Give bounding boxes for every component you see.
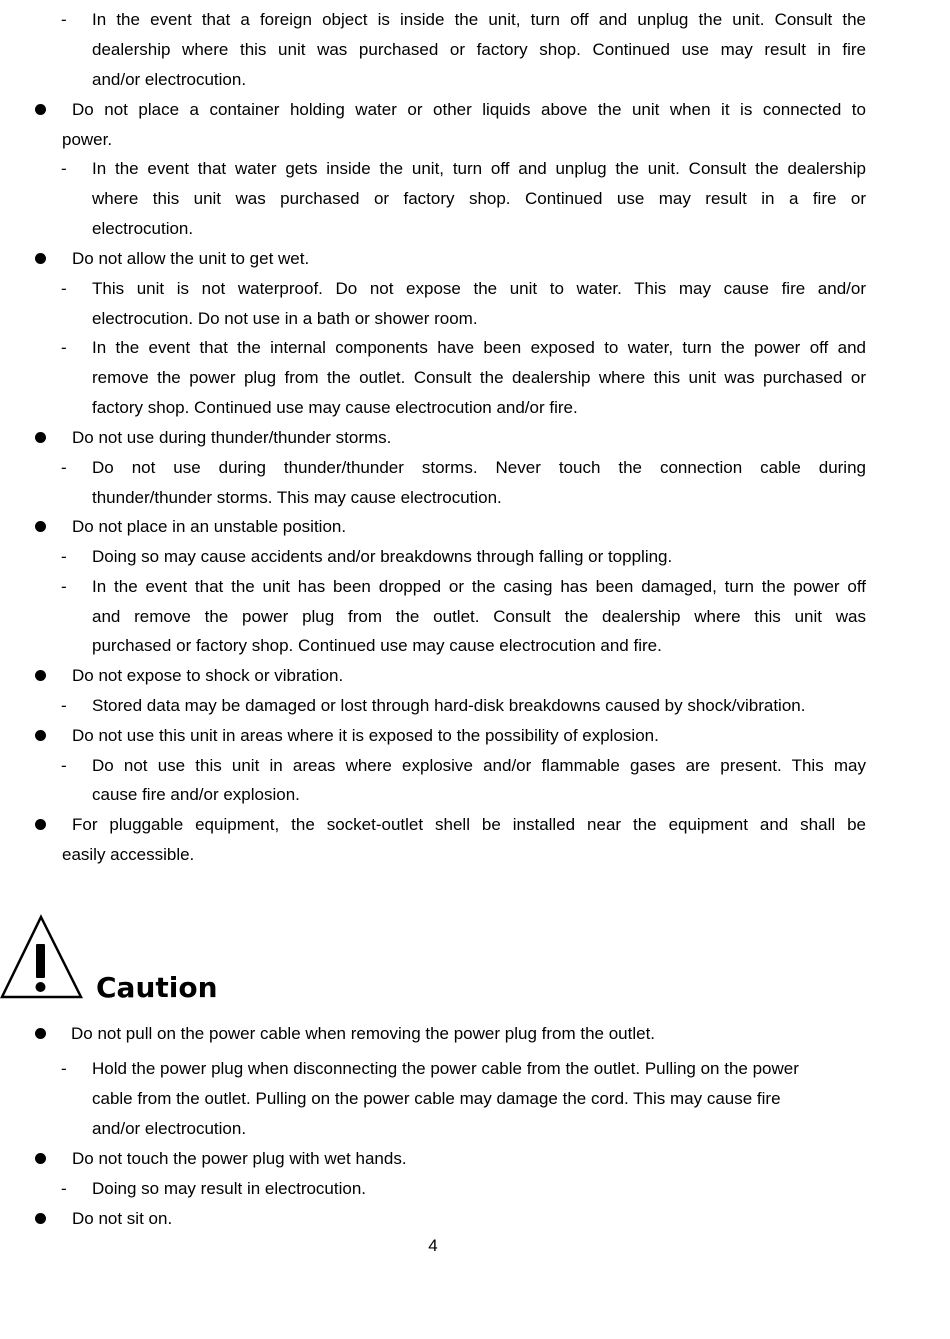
bullet-icon xyxy=(35,730,46,741)
bullet-icon xyxy=(35,819,46,830)
bullet-item-line: Do not use this unit in areas where it is exposed to the possibility of explosion. xyxy=(72,726,659,745)
sub-item-line: remove the power plug from the outlet. Consult the dealership where this unit was purchased or xyxy=(92,368,866,387)
sub-item-line: and/or electrocution. xyxy=(92,70,247,89)
bullet-icon xyxy=(35,1213,46,1224)
sub-item-line: and remove the power plug from the outlet. Consult the dealership where this unit was xyxy=(92,607,866,626)
dash-marker: - xyxy=(61,756,67,775)
bullet-icon xyxy=(35,253,46,264)
bullet-icon xyxy=(35,1153,46,1164)
sub-item-line: cause fire and/or explosion. xyxy=(92,785,300,804)
sub-item-line: thunder/thunder storms. This may cause electrocution. xyxy=(92,488,502,507)
sub-item-line: where this unit was purchased or factory shop. Continued use may result in a fire or xyxy=(92,189,866,208)
dash-marker: - xyxy=(61,547,67,566)
bullet-item-line: power. xyxy=(62,130,113,149)
bullet-item-line: Do not use during thunder/thunder storms. xyxy=(72,428,392,447)
dash-marker: - xyxy=(61,279,67,298)
bullet-item-line: Do not sit on. xyxy=(72,1209,173,1228)
sub-item-line: Hold the power plug when disconnecting the power cable from the outlet. Pulling on the power xyxy=(92,1059,799,1078)
sub-item-line: In the event that the internal components have been exposed to water, turn the power off and xyxy=(92,338,866,357)
dash-marker: - xyxy=(61,458,67,477)
bullet-item-line: Do not touch the power plug with wet hands. xyxy=(72,1149,407,1168)
dash-marker: - xyxy=(61,1059,67,1078)
sub-item-line: Doing so may cause accidents and/or breakdowns through falling or toppling. xyxy=(92,547,673,566)
bullet-icon xyxy=(35,104,46,115)
sub-item-line: purchased or factory shop. Continued use may cause electrocution and fire. xyxy=(92,636,662,655)
sub-item-line: In the event that a foreign object is inside the unit, turn off and unplug the unit. Consult the xyxy=(92,10,866,29)
bullet-icon xyxy=(35,1028,46,1039)
sub-item-line: factory shop. Continued use may cause electrocution and/or fire. xyxy=(92,398,578,417)
bullet-item-line: easily accessible. xyxy=(62,845,195,864)
bullet-icon xyxy=(35,432,46,443)
bullet-item-line: Do not place a container holding water or other liquids above the unit when it is connected to xyxy=(72,100,866,119)
page-number: 4 xyxy=(428,1236,438,1255)
caution-heading: Caution xyxy=(96,971,218,1004)
sub-item-line: electrocution. Do not use in a bath or shower room. xyxy=(92,309,478,328)
sub-item-line: Do not use during thunder/thunder storms. Never touch the connection cable during xyxy=(92,458,866,477)
dash-marker: - xyxy=(61,696,67,715)
sub-item-line: Stored data may be damaged or lost through hard-disk breakdowns caused by shock/vibration. xyxy=(92,696,806,715)
sub-item-line: dealership where this unit was purchased or factory shop. Continued use may result in fire xyxy=(92,40,866,59)
dash-marker: - xyxy=(61,159,67,178)
sub-item-line: and/or electrocution. xyxy=(92,1119,247,1138)
sub-item-line: Do not use this unit in areas where explosive and/or flammable gases are present. This may xyxy=(92,756,866,775)
bullet-icon xyxy=(35,670,46,681)
sub-item-line: Doing so may result in electrocution. xyxy=(92,1179,367,1198)
sub-item-line: In the event that water gets inside the unit, turn off and unplug the unit. Consult the dealership xyxy=(92,159,866,178)
dash-marker: - xyxy=(61,338,67,357)
warning-triangle-icon xyxy=(0,914,84,1000)
bullet-item-line: Do not expose to shock or vibration. xyxy=(72,666,344,685)
dash-marker: - xyxy=(61,1179,67,1198)
bullet-item-line: Do not allow the unit to get wet. xyxy=(72,249,310,268)
sub-item-line: cable from the outlet. Pulling on the power cable may damage the cord. This may cause fire xyxy=(92,1089,781,1108)
bullet-item-line: Do not pull on the power cable when removing the power plug from the outlet. xyxy=(71,1024,656,1043)
bullet-item-line: Do not place in an unstable position. xyxy=(72,517,347,536)
sub-item-line: In the event that the unit has been dropped or the casing has been damaged, turn the power off xyxy=(92,577,866,596)
sub-item-line: This unit is not waterproof. Do not expose the unit to water. This may cause fire and/or xyxy=(92,279,866,298)
bullet-icon xyxy=(35,521,46,532)
dash-marker: - xyxy=(61,577,67,596)
dash-marker: - xyxy=(61,10,67,29)
bullet-item-line: For pluggable equipment, the socket-outlet shell be installed near the equipment and shall be xyxy=(72,815,866,834)
sub-item-line: electrocution. xyxy=(92,219,194,238)
